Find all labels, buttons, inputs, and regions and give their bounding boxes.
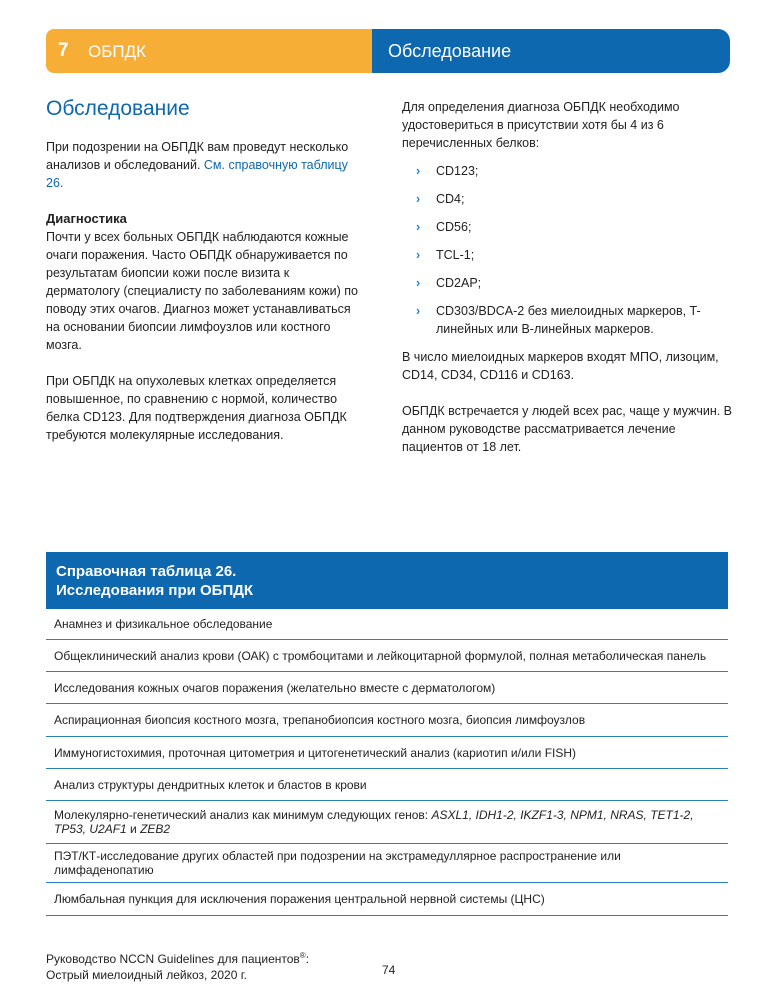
table-title-line-2: Исследования при ОБПДК (56, 582, 254, 599)
list-item: › TCL-1; (416, 248, 475, 262)
chevron-right-icon: › (416, 220, 421, 234)
table-row: Люмбальная пункция для исключения поражения центральной нервной системы (ЦНС) (46, 883, 728, 916)
diagnostics-heading: Диагностика (46, 211, 127, 226)
left-column (46, 94, 366, 444)
footer-line-1: Руководство NCCN Guidelines для пациентов®: (46, 951, 310, 966)
table-row: Молекулярно-генетический анализ как минимум следующих генов: ASXL1, IDH1-2, IKZF1-3, NPM1, NRAS, TET1-2, TP53, U2AF1 и ZEB2 (46, 801, 728, 844)
reference-table (46, 552, 728, 916)
population-paragraph: ОБПДК встречается у людей всех рас, чаще у мужчин. В данном руководстве рассматривается лечение пациентов от 18 лет. (402, 404, 733, 454)
table-row: ПЭТ/КТ-исследование других областей при подозрении на экстрамедуллярное распространение или лимфаденопатию (46, 844, 728, 883)
chevron-right-icon: › (416, 276, 421, 290)
list-item: › CD2AP; (416, 276, 482, 290)
footer (46, 948, 309, 983)
table-row: Аспирационная биопсия костного мозга, трепанобиопсия костного мозга, биопсия лимфоузлов (46, 704, 728, 737)
page-title: Обследование (46, 97, 190, 120)
chevron-right-icon: › (416, 164, 421, 178)
chevron-right-icon: › (416, 192, 421, 206)
chapter-number: 7 (58, 40, 69, 61)
table-title (46, 552, 728, 609)
intro-text: При подозрении на ОБПДК вам проведут несколько анализов и обследований. (46, 140, 349, 172)
page-number: 74 (382, 963, 396, 977)
diagnostics-paragraph-1: Почти у всех больных ОБПДК наблюдаются кожные очаги поражения. Часто ОБПДК обнаруживается по результатам биопсии кожи после визита к дерматологу (специалисту по заболеваниям кожи) по поводу этих очагов. Диагноз может устанавливаться на основании биопсии лимфоузлов или костного мозга. (46, 230, 358, 352)
table-row: Иммуногистохимия, проточная цитометрия и цитогенетический анализ (кариотип и/или FISH) (46, 737, 728, 769)
table-row: Анамнез и физикальное обследование (46, 609, 728, 640)
right-column (402, 98, 734, 456)
list-item: › CD56; (416, 220, 472, 234)
table-row: Анализ структуры дендритных клеток и бластов в крови (46, 769, 728, 801)
chapter-title: ОБПДК (88, 42, 147, 61)
chevron-right-icon: › (416, 304, 421, 318)
intro-paragraph (46, 138, 366, 192)
footer-line-2: Острый миелоидный лейкоз, 2020 г. (46, 968, 247, 982)
table-title-line-1: Справочная таблица 26. (56, 563, 237, 580)
table-link[interactable]: См. справочную таблицу 26. (46, 158, 348, 190)
chapter-header (46, 29, 730, 73)
table-row: Исследования кожных очагов поражения (желательно вместе с дерматологом) (46, 672, 728, 704)
chevron-right-icon: › (416, 248, 421, 262)
section-tab (372, 29, 730, 73)
list-item: › CD4; (416, 192, 465, 206)
section-title: Обследование (388, 41, 512, 61)
list-item: › CD303/BDCA-2 без миелоидных маркеров, T-линейных или B-линейных маркеров. (416, 304, 701, 336)
myeloid-markers-paragraph: В число миелоидных маркеров входят МПО, лизоцим, CD14, CD34, CD116 и CD163. (402, 350, 719, 382)
marker-list (402, 162, 734, 338)
list-item: › CD123; (416, 164, 479, 178)
markers-intro: Для определения диагноза ОБПДК необходимо удостовериться в присутствии хотя бы 4 из 6 перечисленных белков: (402, 100, 680, 150)
table-row: Общеклинический анализ крови (ОАК) с тромбоцитами и лейкоцитарной формулой, полная метаболическая панель (46, 640, 728, 672)
chapter-tab[interactable] (46, 29, 372, 73)
diagnostics-paragraph-2: При ОБПДК на опухолевых клетках определяется повышенное, по сравнению с нормой, количество белка CD123. Для подтверждения диагноза ОБПДК требуются молекулярные исследования. (46, 374, 347, 442)
